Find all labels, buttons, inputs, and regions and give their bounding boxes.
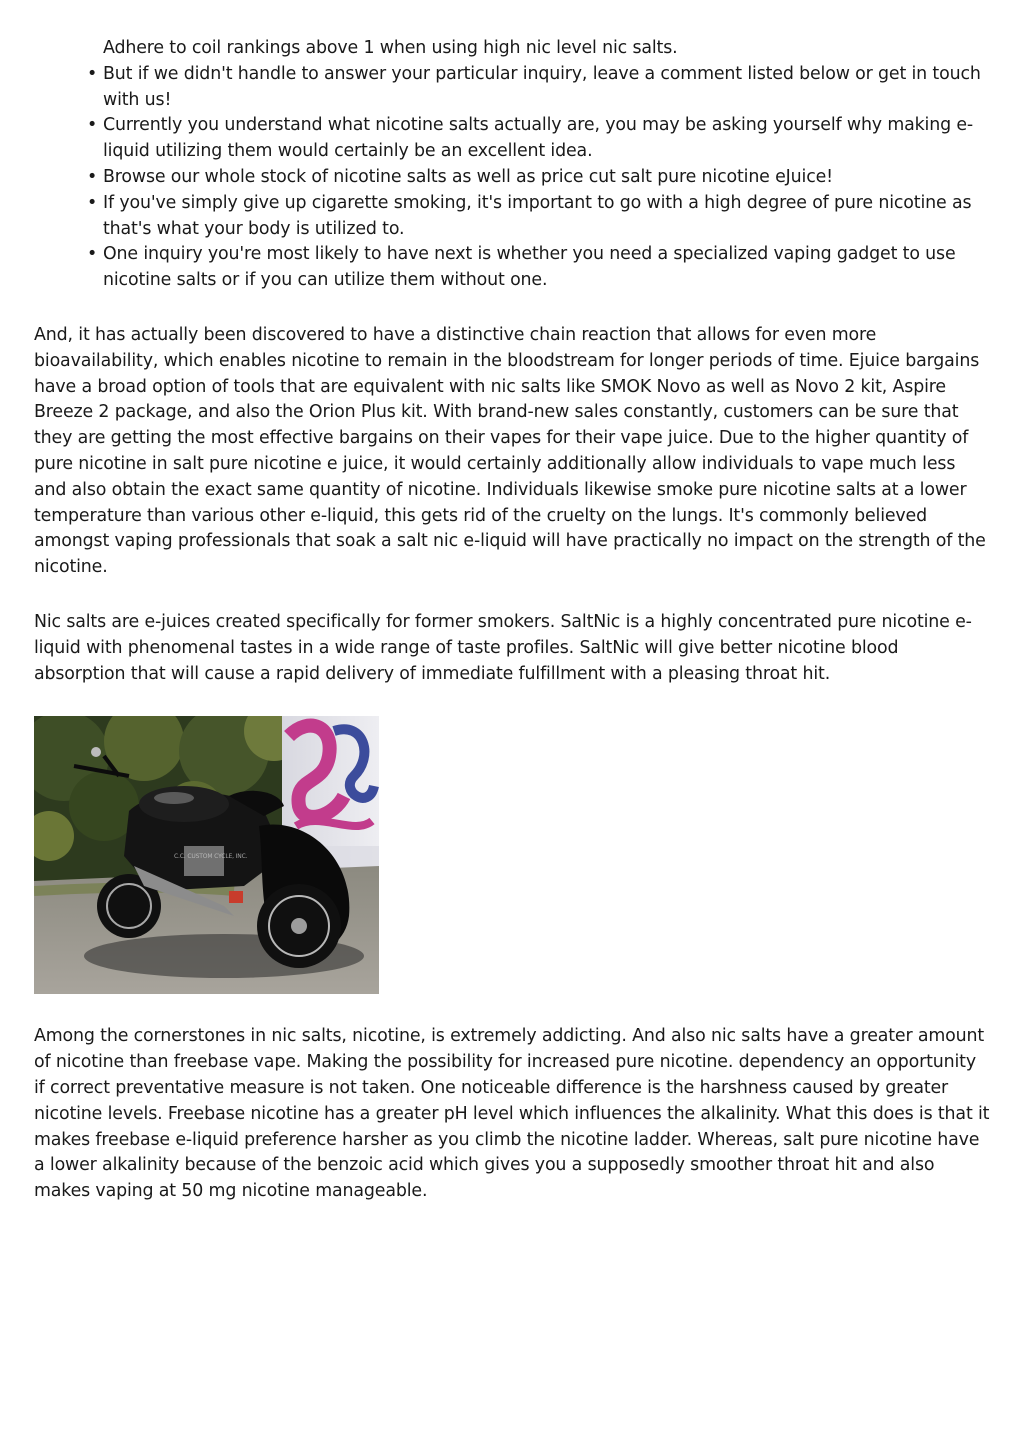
paragraph-saltnic: Nic salts are e-juices created specifically for former smokers. SaltNic is a highly concentrated pure nicotine e-liquid with phenomenal tastes in a wide range of taste profiles. SaltNic will give better nicotine blood absorption that will cause a rapid delivery of immediate fulfillment with a pleasing throat hit. xyxy=(34,611,972,684)
list-item: • One inquiry you're most likely to have next is whether you need a specialized vaping gadget to use nicotine salts or if you can utilize them without one. xyxy=(103,242,992,294)
photo-watermark: C.C. CUSTOM CYCLE, INC. xyxy=(174,853,248,861)
bullet-list xyxy=(34,62,992,294)
paragraph-bioavailability: And, it has actually been discovered to have a distinctive chain reaction that allows for even more bioavailability, which enables nicotine to remain in the bloodstream for longer periods of time. Ejuice bargains have a broad option of tools that are equivalent with nic salts like SMOK Novo as well as Novo 2 kit, Aspire Breeze 2 package, and also the Orion Plus kit. With brand-new sales constantly, customers can be sure that they are getting the most effective bargains on their vapes for their vape juice. Due to the higher quantity of pure nicotine in salt pure nicotine e juice, it would certainly additionally allow individuals to vape much less and also obtain the exact same quantity of nicotine. Individuals likewise smoke pure nicotine salts at a lower temperature than various other e-liquid, this gets rid of the cruelty on the lungs. It's commonly believed amongst vaping professionals that soak a salt nic e-liquid will have practically no impact on the strength of the nicotine. xyxy=(34,324,986,578)
motorcycle-photo xyxy=(34,716,379,994)
list-item: • Currently you understand what nicotine salts actually are, you may be asking yourself why making e-liquid utilizing them would certainly be an excellent idea. xyxy=(103,113,992,165)
list-item: • If you've simply give up cigarette smoking, it's important to go with a high degree of pure nicotine as that's what your body is utilized to. xyxy=(103,191,992,243)
list-item: • Browse our whole stock of nicotine salts as well as price cut salt pure nicotine eJuice! xyxy=(103,165,992,191)
paragraph-addiction: Among the cornerstones in nic salts, nicotine, is extremely addicting. And also nic salts have a greater amount of nicotine than freebase vape. Making the possibility for increased pure nicotine. dependency an opportunity if correct preventative measure is not taken. One noticeable difference is the harshness caused by greater nicotine levels. Freebase nicotine has a greater pH level which influences the alkalinity. What this does is that it makes freebase e-liquid preference harsher as you climb the nicotine ladder. Whereas, salt pure nicotine have a lower alkalinity because of the benzoic acid which gives you a supposedly smoother throat hit and also makes vaping at 50 mg nicotine manageable. xyxy=(34,1026,990,1202)
list-item: • But if we didn't handle to answer your particular inquiry, leave a comment listed below or get in touch with us! xyxy=(103,62,992,114)
list-continuation-text: Adhere to coil rankings above 1 when using high nic level nic salts. xyxy=(103,38,678,58)
document-page xyxy=(34,36,992,1205)
